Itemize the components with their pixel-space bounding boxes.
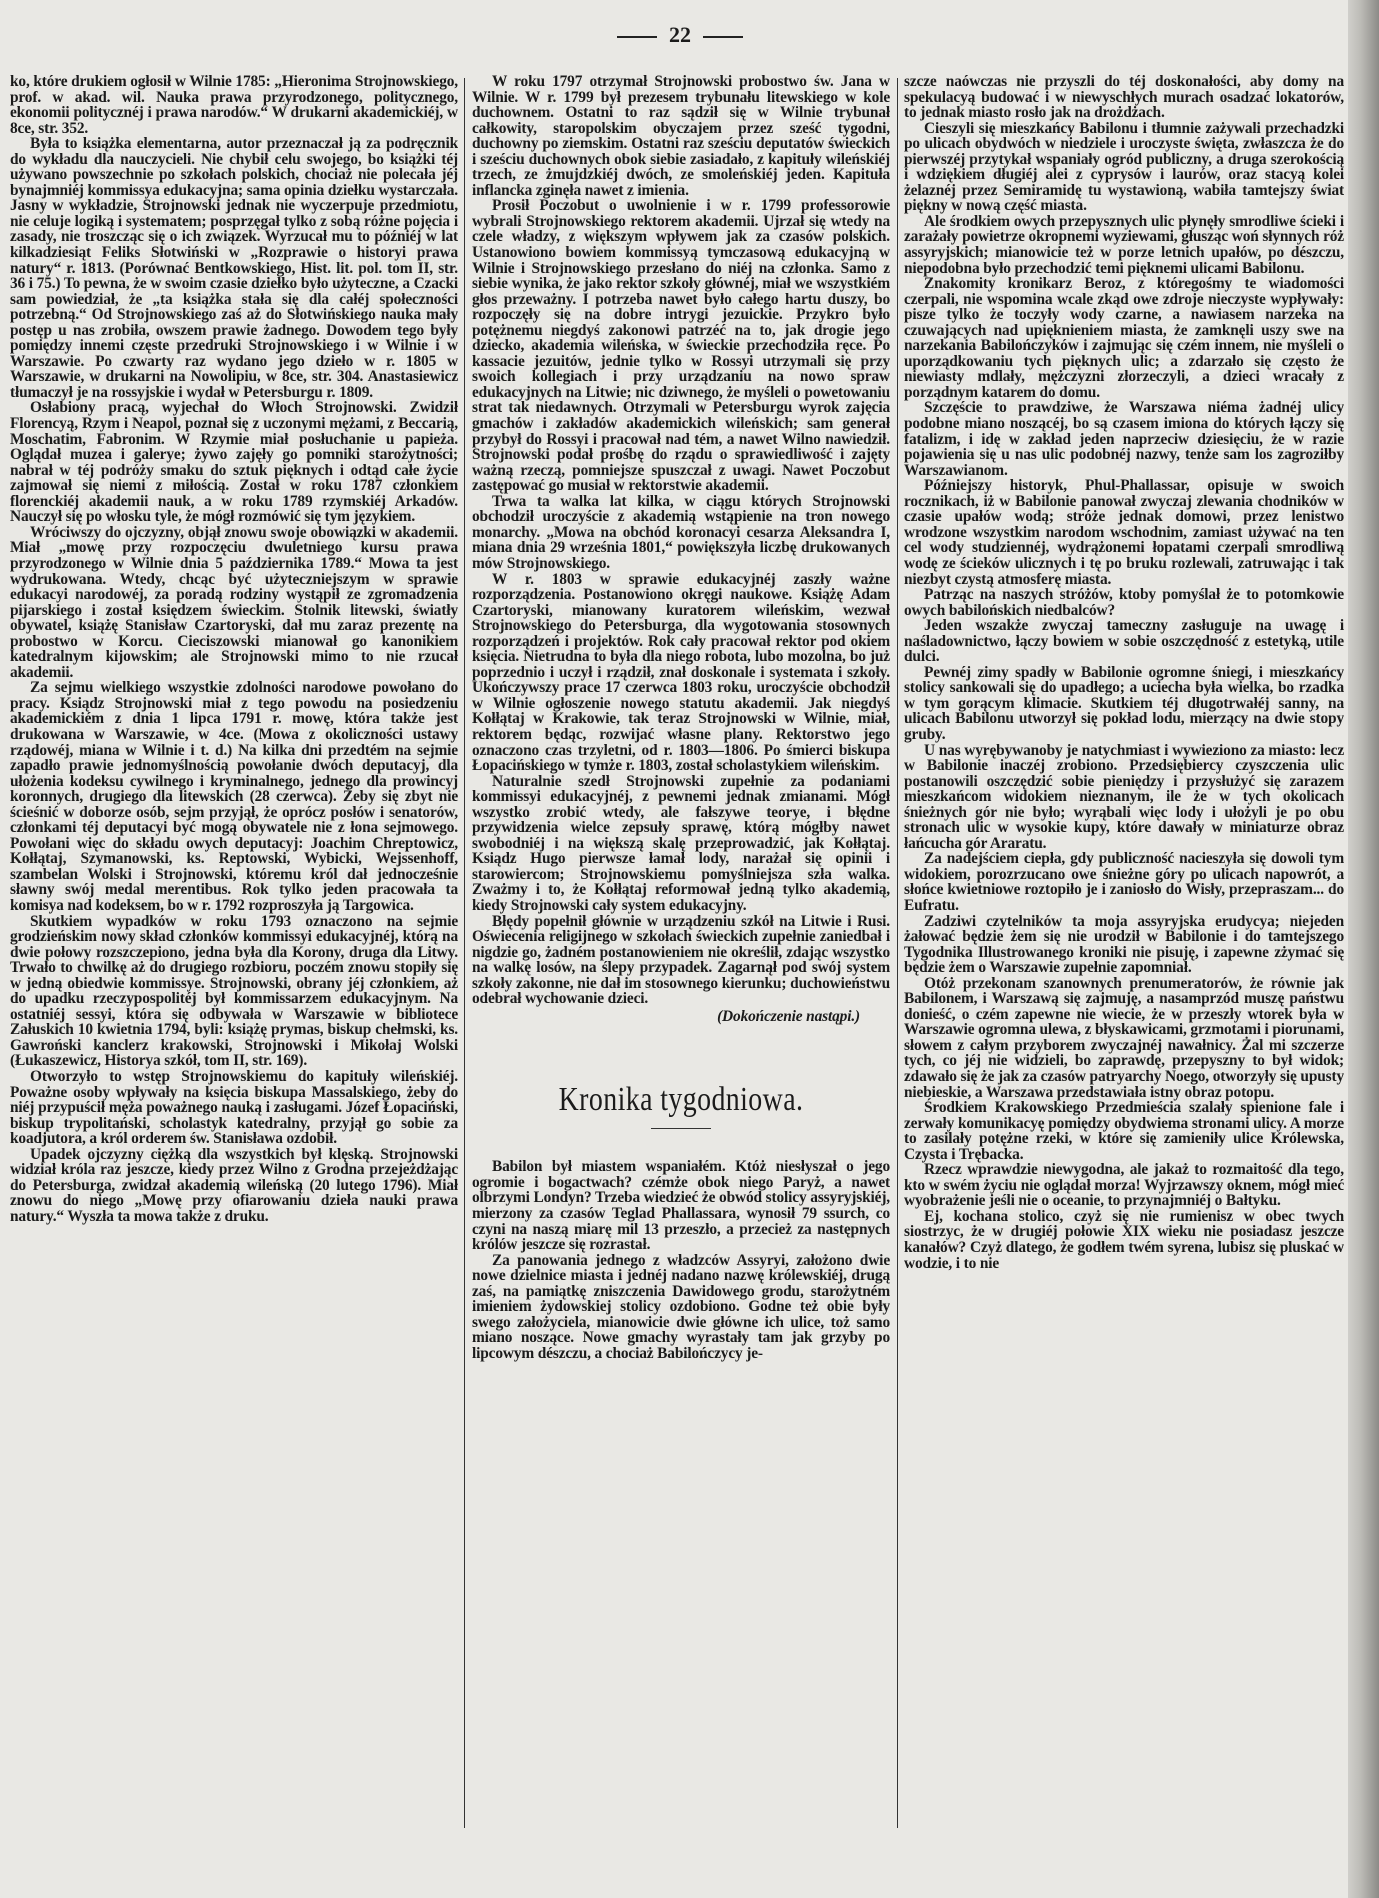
paragraph: Wróciwszy do ojczyzny, objął znowu swoje obowiązki w akademii. Miał „mowę przy rozpoczęciu dwuletniego kursu prawa przyrodzonego w Wilnie dnia 5 października 1789.“ Mowa ta jest wydrukowana. Wtedy, chcąc być użyteczniejszym w sprawie edukacyi narodowéj, za poradą rodziny wystąpił ze zgromadzenia pijarskiego i został księdzem świeckim. Stolnik litewski, światły obywatel, książę Stanisław Czartoryski, dał mu zaraz prezentę na probostwo w Korcu. Cieciszowski mianował go kanonikiem katedralnym kijowskim; ale Strojnowski mimo to nie rzucał akademii. [10,523,458,681]
paragraph: szcze naówczas nie przyszli do téj doskonałości, aby domy na spekulacyą budować i w niewyschłych murach osadzać lokatorów, to jednak miasto rosło jak na drożdżach. [904,74,1344,122]
column-3-kronika [904,74,1344,1834]
paragraph: Naturalnie szedł Strojnowski zupełnie za podaniami kommissyi edukacyjnéj, z pewnemi jednak zmianami. Mógł wszystko zrobić wtedy, ale fałszywe teorye, i błędne przywidzenia wielce zepsuły sprawę, którą mógłby nawet swobodniéj i na większą skalę przeprowadzić, jak Kołłątaj. Ksiądz Hugo pierwsze łamał lody, narażał się opinii i starowiercom; Strojnowskiemu pomyślniejsza szła walka. Zważmy i to, że Kołłątaj reformował jedną tylko akademią, kiedy Strojnowski cały system edukacyjny. [472,772,890,914]
paragraph: Jeden wszakże zwyczaj tameczny zasługuje na uwagę i naśladownictwo, łączy bowiem w sobie oszczędność z estetyką, utile dulci. [904,617,1344,666]
paragraph: Błędy popełnił głównie w urządzeniu szkół na Litwie i Rusi. Oświecenia religijnego w szkołach świeckich zupełnie zaniedbał i nigdzie go, żadném postanowieniem nie określił, zdając wszystko na walkę losów, na ślepy przypadek. Zagarnął pod swój system szkoły zakonne, nie dał im stosownego kierunku; duchowieństwu odebrał wychowanie dzieci. [472,912,890,1008]
column-divider [897,78,898,1828]
paragraph: W r. 1803 w sprawie edukacyjnéj zaszły ważne rozporządzenia. Postanowiono okręgi naukowe. Książę Adam Czartoryski, mianowany kuratorem wileńskim, wezwał Strojnowskiego do Petersburga, dla wygotowania stosownych rozporządzeń i projektów. Rok cały pracował rektor pod okiem księcia. Nietrudna to była dla niego robota, lubo mozolna, bo już poprzednio i uczył i rządził, znał doskonale i systemata i szkoły. Ukończywszy prace 17 czerwca 1803 roku, uroczyście obchodził w Wilnie ogłoszenie nowego statutu akademii. Jak niegdyś Kołłątaj w Krakowie, tak teraz Strojnowski w Wilnie, miał, rektorem będąc, rozwijać własne plany. Rektorstwo jego oznaczono czas trzyletni, od r. 1803—1806. Po śmierci biskupa Łopacińskiego w tymże r. 1803, został scholastykiem wileńskim. [472,570,890,775]
paragraph: Skutkiem wypadków w roku 1793 oznaczono na sejmie grodzieńskim nowy skład członków kommissyi edukacyjnéj, którą na dwie połowy rozszczepiono, jedna była dla Korony, druga dla Litwy. Trwało to chwilkę aż do drugiego rozbioru, poczém znowu stopiły się w jedną obiedwie kommissye. Strojnowski, obrany jéj członkiem, aż do upadku rzeczypospolitéj był kommissarzem edukacyjnym. Na ostatniéj sessyi, która się odbywała w Warszawie w bibliotece Załuskich 10 kwietnia 1794, byli: książę prymas, biskup chełmski, ks. Gawroński kanclerz krakowski, Strojnowski i Mikołaj Wolski (Łukaszewicz, Historya szkół, tom II, str. 169). [10,912,458,1070]
paragraph: Znakomity kronikarz Beroz, z któregośmy te wiadomości czerpali, nie wspomina wcale zkąd owe zdroje nieczyste wypływały: pisze tylko że toczyły wody czarne, a nawiasem narzeka na czuwających nad upięknieniem miasta, że zamknęli uszy swe na narzekania Babilończyków i zajmując się czém innem, nie myśleli o uporządkowaniu tych pięknych ulic; a zdarzało się często że niewiasty mdlały, mężczyzni złorzeczyli, a dzieci wracały z porządnym katarem do domu. [904,275,1344,401]
adjacent-page-edge [1348,0,1379,1898]
continuation-note: (Dokończenie nastąpi.) [717,1007,860,1025]
paragraph: Babilon był miastem wspaniałém. Któż niesłyszał o jego ogromie i bogactwach? czémże obok niego Paryż, a nawet olbrzymi Londyn? Trzeba wiedzieć że obwód stolicy assyryjskiéj, mierzony za czasów Teglad Phallassara, wynosił 79 ssurch, co czyni na naszą miarę mil 13 przeszło, a przecież za następnych królów jeszcze się rozrastał. [472,1158,890,1254]
paragraph: Późniejszy historyk, Phul-Phallassar, opisuje w swoich rocznikach, iż w Babilonie panował zwyczaj zlewania chodników w czasie upałów wodą; stróże jednak domowi, przez lenistwo wrodzone wszystkim narodom wschodnim, zamiast używać na ten cel wody studziennéj, wydrążonemi łopatami czerpali smrodliwą wodę ze ścieków ulicznych i tę po bruku rozlewali, zatruwając i tak niezbyt czystą atmosferę miasta. [904,477,1344,588]
paragraph: Ej, kochana stolico, czyż się nie rumienisz w obec twych siostrzyc, że w drugiéj połowie XIX wieku nie posiadasz jeszcze kanałów? Czyż dlatego, że godłem twém syrena, lubisz się pluskać w wodzie, i to nie [904,1207,1344,1272]
column-divider [464,78,465,1828]
dash-left [617,36,657,38]
article-continuation [472,74,890,1007]
paragraph: Osłabiony pracą, wyjechał do Włoch Strojnowski. Zwidził Florencyą, Rzym i Neapol, poznał się z uczonymi mężami, z Beccarią, Moschatim, Fabronim. W Rzymie miał posłuchanie u papieża. Oglądał muzea i galerye; żywo zajęły go pomniki starożytności; nabrał w téj podróży smaku do sztuk pięknych i odtąd całe życie zajmował się niemi z miłością. Został w roku 1787 członkiem florenckiéj akademii nauk, a w roku 1789 rzymskiéj Arkadów. Nauczył się po włosku tyle, że mógł rozmówić się tym językiem. [10,399,458,526]
paragraph: Środkiem Krakowskiego Przedmieścia szalały spienione fale i zerwały komunikacyę pomiędzy obydwiema stronami ulicy. A morze to zasilały potężne rzeki, w które się zamieniły ulice Królewska, Czysta i Trębacka. [904,1099,1344,1163]
column-1-article [10,74,458,1834]
paragraph: Cieszyli się mieszkańcy Babilonu i tłumnie zażywali przechadzki po ulicach obydwóch w niedziele i uroczyste święta, zwłaszcza że do pierwszéj przytykał wspaniały ogród publiczny, a druga szerokością i wdziękiem długiéj alei z cyprysów i laurów, oraz stacyą kolei żelaznéj przez Semiramidę tu wystawioną, wabiła tamtejszy świat piękny w nową część miasta. [904,119,1344,215]
title-rule [651,1128,711,1129]
dash-right [703,36,743,38]
paragraph: Ale środkiem owych przepysznych ulic płynęły smrodliwe ścieki i zarażały powietrze okropnemi wyziewami, głusząc woń słynnych róż assyryjskich; mianowicie też w porze letnich upałów, po dészczu, niepodobna było przechodzić temi pięknemi ulicami Babilonu. [904,212,1344,277]
paragraph: Pewnéj zimy spadły w Babilonie ogromne śniegi, i mieszkańcy stolicy sankowali się do upadłego; a uciecha była wielka, bo rzadka w tym gorącym klimacie. Skutkiem téj długotrwałéj sanny, na ulicach Babilonu utworzył się pokład lodu, mierzący na dwie stopy gruby. [904,663,1344,743]
paragraph: Upadek ojczyzny ciężką dla wszystkich był klęską. Strojnowski widział króla raz jeszcze, kiedy przez Wilno z Grodna przejeżdżając do Petersburga, zwidzał akademią wileńską (20 lutego 1796). Miał znowu do niego „Mowę przy ofiarowaniu dzieła nauki prawa natury.“ Wyszła ta mowa także z druku. [10,1145,458,1225]
paragraph: Za nadejściem ciepła, gdy publiczność nacieszyła się dowoli tym widokiem, porozrzucano owe śnieżne góry po ulicach napowrót, a słońce kwietniowe roztopiło je i zaniosło do Wisły, przepraszam... do Eufratu. [904,850,1344,914]
kronika-title: Kronika tygodniowa. [558,1081,804,1119]
paragraph: Otworzyło to wstęp Strojnowskiemu do kapituły wileńskiéj. Poważne osoby wpływały na księcia biskupa Massalskiego, żeby do niéj przypuścił męża poważnego nauką i zasługami. Józef Łopaciński, biskup trypolitański, scholastyk katedralny, przyjął go sobie za koadjutora, a król orderem św. Stanisława ozdobił. [10,1068,458,1148]
paragraph: Patrząc na naszych stróżów, ktoby pomyślał że to potomkowie owych babilońskich niedbalców? [904,586,1344,619]
paragraph: Szczęście to prawdziwe, że Warszawa niéma żadnéj ulicy podobne miano noszącéj, bo są czasem imiona do których łączy się fatalizm, i idę w zakład jeden naprzeciw dziesięciu, że w razie pojawienia się u nas ulic podobnéj nazwy, tenże sam los zagroziłby Warszawianom. [904,399,1344,479]
column-2 [472,74,890,1834]
paragraph: Za sejmu wielkiego wszystkie zdolności narodowe powołano do pracy. Ksiądz Strojnowski miał z tego powodu na posiedzeniu akademickiém z dnia 1 lipca 1791 r. mowę, która także jest drukowana w Warszawie, w 4ce. (Mowa z okoliczności ustawy rządowéj, miana w Wilnie i t. d.) Na kilka dni przedtém na sejmie zapadło prawie jednomyślnością powołanie dwóch deputacyj, dla ułożenia kodeksu cywilnego i kryminalnego, jednego dla prowincyj koronnych, drugiego dla litewskich (28 czerwca). Żeby się zbyt nie ścieśnić w doborze osób, sejm przyjął, że oprócz posłów i senatorów, członkami téj deputacyi być mogą obywatele nie z łona sejmowego. Powołani więc do składu owych deputacyj: Joachim Chreptowicz, Kołłątaj, Szymanowski, ks. Reptowski, Wybicki, Wejssenhoff, szambelan Wolski i Strojnowski, któremu król dał jednocześnie sławny swój medal merentibus. Rok tylko jeden pracowała ta komisya nad kodeksem, bo w r. 1792 rozproszyła ją Targowica. [10,679,458,914]
paragraph: Rzecz wprawdzie niewygodna, ale jakaż to rozmaitość dla tego, kto w swém życiu nie oglądał morza! Wyjrzawszy oknem, mógł mieć wyobrażenie jeśli nie o oceanie, to przynajmniéj o Bałtyku. [904,1161,1344,1210]
paragraph: Prosił Poczobut o uwolnienie i w r. 1799 professorowie wybrali Strojnowskiego rektorem akademii. Ujrzał się wtedy na czele władzy, z większym wpływem jak za czasów polskich. Ustanowiono bowiem kommissyą tymczasową edukacyjną w Wilnie i Strojnowskiego przesłano do niéj na członka. Samo z siebie wynika, że jako rektor szkoły głównéj, miał we wszystkiém głos przeważny. I potrzeba nawet było całego hartu duszy, bo rozpoczęły się na dobre intrygi jezuickie. Przykro było potężnemu niegdyś zakonowi patrzéć na to, jak drogie jego dziecko, akademia wileńska, w świeckie przechodziła ręce. Po kassacie jezuitów, jednie tylko w Rossyi utrzymali się przy swoich kollegiach i przy urządzaniu na nowo spraw edukacyjnych na Litwie; nic dziwnego, że myśleli o powetowaniu strat tak niedawnych. Otrzymali w Petersburgu wyrok zajęcia gmachów i zakładów akademickich wileńskich; sam generał przybył do Rossyi i pracował nad tém, a nawet Wilno nawiedził. Strojnowski podał prośbę do rządu o sprawiedliwość i zajęty ważną rzeczą, pomniejsze spuszczał z uwagi. Nawet Poczobut zastępować go musiał w rektorstwie akademii. [472,197,890,495]
paragraph: Za panowania jednego z władzców Assyryi, założono dwie nowe dzielnice miasta i jednéj nadano nazwę królewskiéj, drugą zaś, na pamiątkę zniszczenia Dawidowego grodu, starożytném imieniem żydowskiej stolicy ozdobiono. Godne też obie były swego założyciela, mianowicie dwie główne ich ulice, toż samo miano noszące. Nowe gmachy wyrastały tam jak grzyby po lipcowym dészczu, a chociaż Babilończycy je- [472,1251,890,1362]
kronika-body [472,1159,890,1361]
paragraph: Trwa ta walka lat kilka, w ciągu których Strojnowski obchodził uroczyście z akademią wstąpienie na tron nowego monarchy. „Mowa na obchód koronacyi cesarza Aleksandra I, miana dnia 29 września 1801,“ powiększyła liczbę drukowanych mów Strojnowskiego. [472,492,890,572]
page-number-text: 22 [669,22,691,47]
paragraph: Zadziwi czytelników ta moja assyryjska erudycya; niejeden żałować będzie żem się nie urodził w Babilonie i do tamtejszego Tygodnika Illustrowanego kroniki nie pisuję, i zapewne zżymać się będzie żem o Warszawie zupełnie zapomniał. [904,912,1344,977]
paragraph: Otóż przekonam szanownych prenumeratorów, że równie jak Babilonem, i Warszawą się zajmuję, a nasamprzód muszę państwu donieść, o czém zapewne nie wiecie, że w przeszły wtorek była w Warszawie ogromna ulewa, z błyskawicami, grzmotami i piorunami, słowem z całym przyborem zwyczajnéj nawałnicy. Żal mi szczerze tych, co jéj nie widzieli, bo zaprawdę, przepyszny to był widok; zdawało się że jak za czasów patryarchy Noego, otworzyły się upusty niebieskie, a Warszawa przedstawiała istny obraz potopu. [904,974,1344,1101]
paragraph: Była to książka elementarna, autor przeznaczał ją za podręcznik do wykładu dla nauczycieli. Nie chybił celu swojego, bo książki téj używano powszechnie po szkołach polskich, chociaż nie polecała jéj bynajmniéj kommissya edukacyjna; sama opinia dziełku wystarczała. Jasny w wykładzie, Strojnowski jednak nie wyczerpuje przedmiotu, nie celuje logiką i systematem; posprzęgał tylko z sobą różne pojęcia i zasady, nie troszcząc się o ich związek. Wyrzucał mu to późniéj w lat kilkadziesiąt Feliks Słotwiński w „Rozprawie o historyi prawa natury“ r. 1813. (Porównać Bentkowskiego, Hist. lit. pol. tom II, str. 36 i 75.) To pewna, że w swoim czasie dziełko było użyteczne, a Czacki sam powiedział, że „ta książka stała się dla całéj społeczności potrzebną.“ Od Strojnowskiego zaś aż do Słotwińskiego nauka mały postęp u nas zrobiła, owszem prawie żadnego. Dowodem tego były pomiędzy innemi częste przedruki Strojnowskiego i w Wilnie i w Warszawie. Po czwarty raz wydano jego dzieło w r. 1805 w Warszawie, w drukarni na Nowolipiu, w 8ce, str. 304. Anastasiewicz tłumaczył je na rossyjskie i wydał w Petersburgu r. 1809. [10,135,458,401]
paragraph: U nas wyrębywanoby je natychmiast i wywieziono za miasto: lecz w Babilonie inaczéj zrobiono. Przedsiębiercy czyszczenia ulic postanowili oszczędzić sobie pieniędzy i przysłużyć się zarazem mieszkańcom widokiem nieznanym, ile że w tych okolicach śnieżnych gór nie było; wyrąbali więc lody i ułożyli je po obu stronach ulic w wysokie kupy, które dawały w miniaturze obraz łańcucha gór Araratu. [904,741,1344,852]
page-number [600,22,760,48]
paragraph: ko, które drukiem ogłosił w Wilnie 1785: „Hieronima Strojnowskiego, prof. w akad. wil. Nauka prawa przyrodzonego, politycznego, ekonomii politycznéj i prawa narodów.“ W drukarni akademickiéj, w 8ce, str. 352. [10,74,458,137]
paragraph: W roku 1797 otrzymał Strojnowski probostwo św. Jana w Wilnie. W r. 1799 był prezesem trybunału litewskiego w kole duchownem. Ostatni to raz sądził się w Wilnie trybunał całkowity, staropolskim obyczajem przez sześć tygodni, duchowny po ziemskim. Ostatni raz sześciu deputatów świeckich i sześciu duchownych obok siebie zasiadało, z kapituły wileńskiéj trzech, ze żmujdzkiéj dwóch, ze smoleńskiéj jeden. Kapituła inflancka zginęła nawet z imienia. [472,74,890,199]
